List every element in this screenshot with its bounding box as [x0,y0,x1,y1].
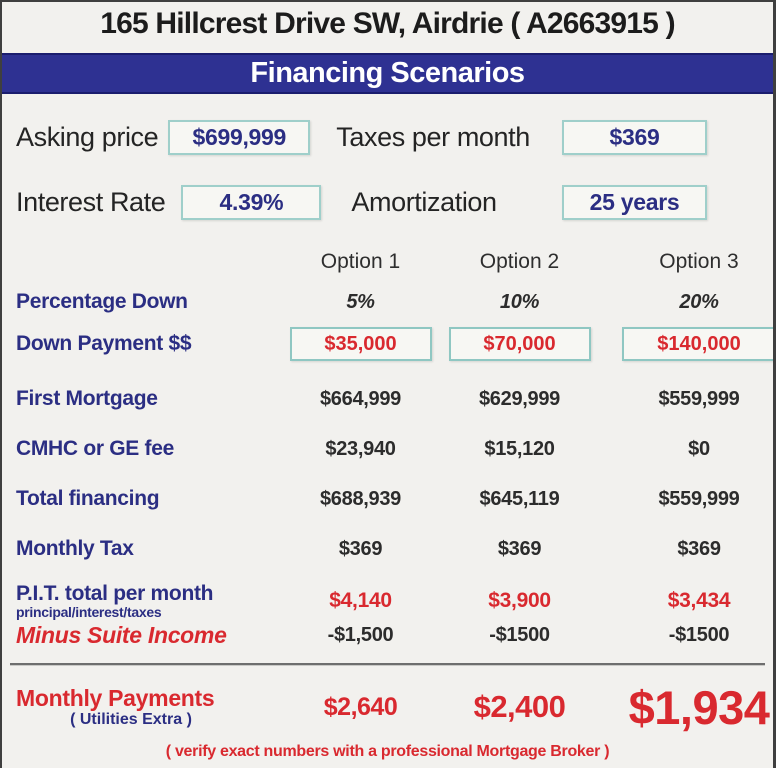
asking-price-label: Asking price [16,122,159,152]
suite-income-option-2: -$1500 [489,623,550,646]
row-label-pit-total: P.I.T. total per month [16,582,214,605]
cmhc-fee-option-1: $23,940 [325,437,396,460]
monthly-payment-option-3: $1,934 [628,680,770,734]
amortization-label: Amortization [351,187,497,217]
options-header-row [2,250,773,274]
column-header-option-1: Option 1 [320,250,401,273]
row-label-percentage-down: Percentage Down [16,290,188,313]
suite-income-option-1: -$1,500 [327,623,394,646]
row-label-cmhc-fee: CMHC or GE fee [16,437,174,460]
percentage-down-option-1: 5% [346,290,375,313]
monthly-payments-label: Monthly Payments [16,684,215,711]
first-mortgage-option-3: $559,999 [658,387,740,410]
column-header-option-3: Option 3 [659,250,739,273]
down-payment-field-option-3[interactable] [622,327,776,361]
interest-rate-label: Interest Rate [16,187,166,217]
pit-total-option-2: $3,900 [488,589,551,613]
asking-price-value: $699,999 [192,124,287,150]
table-row-down-payment [2,327,773,361]
monthly-payment-option-2: $2,400 [473,689,566,725]
table-row-first-mortgage [2,387,773,411]
suite-income-option-3: -$1500 [668,623,730,646]
first-mortgage-option-2: $629,999 [478,387,561,410]
row-label-monthly-tax: Monthly Tax [16,537,134,560]
monthly-tax-option-3: $369 [677,537,721,560]
amortization-field[interactable] [562,185,707,220]
financing-scenarios-banner [2,53,773,94]
down-payment-field-option-1[interactable] [290,327,432,361]
total-financing-option-3: $559,999 [658,487,740,510]
row-label-total-financing: Total financing [16,487,160,510]
table-row-cmhc-fee [2,437,773,461]
monthly-payment-option-1: $2,640 [323,692,398,721]
input-row-price-taxes [2,120,773,155]
down-payment-value-option-3: $140,000 [657,332,741,355]
down-payment-value-option-2: $70,000 [483,332,556,355]
pit-total-option-3: $3,434 [667,589,731,613]
monthly-tax-option-2: $369 [497,537,542,560]
banner-label: Financing Scenarios [250,57,525,89]
input-row-rate-amortization [2,185,773,220]
table-row-percentage-down [2,290,773,314]
taxes-per-month-field[interactable] [562,120,707,155]
column-header-option-2: Option 2 [479,250,560,273]
utilities-extra-label: ( Utilities Extra ) [70,711,192,729]
down-payment-value-option-1: $35,000 [324,332,397,355]
row-label-first-mortgage: First Mortgage [16,387,158,410]
monthly-tax-option-1: $369 [338,537,383,560]
row-label-down-payment: Down Payment $$ [16,332,192,355]
first-mortgage-option-1: $664,999 [319,387,402,410]
pit-sublabel: principal/interest/taxes [16,604,162,621]
down-payment-field-option-2[interactable] [449,327,591,361]
pit-total-option-1: $4,140 [329,589,392,613]
summary-divider [10,663,765,666]
row-label-suite-income: Minus Suite Income [16,621,227,648]
table-row-total-financing [2,487,773,511]
taxes-per-month-value: $369 [609,124,660,150]
amortization-value: 25 years [589,189,680,215]
interest-rate-value: 4.39% [219,189,284,215]
taxes-per-month-label: Taxes per month [336,122,530,152]
monthly-payments-row [2,680,773,735]
disclaimer-text: ( verify exact numbers with a professional Mortgage Broker ) [165,742,610,760]
table-row-pit-total [2,583,773,620]
table-row-suite-income [2,622,773,649]
interest-rate-field[interactable] [181,185,321,220]
table-row-monthly-tax [2,537,773,561]
total-financing-option-2: $645,119 [479,487,560,510]
total-financing-option-1: $688,939 [319,487,402,510]
cmhc-fee-option-3: $0 [688,437,710,460]
cmhc-fee-option-2: $15,120 [484,437,555,460]
percentage-down-option-2: 10% [499,290,540,313]
percentage-down-option-3: 20% [679,290,719,313]
page-title: 165 Hillcrest Drive SW, Airdrie ( A2663915 ) [100,7,675,40]
asking-price-field[interactable] [168,120,310,155]
